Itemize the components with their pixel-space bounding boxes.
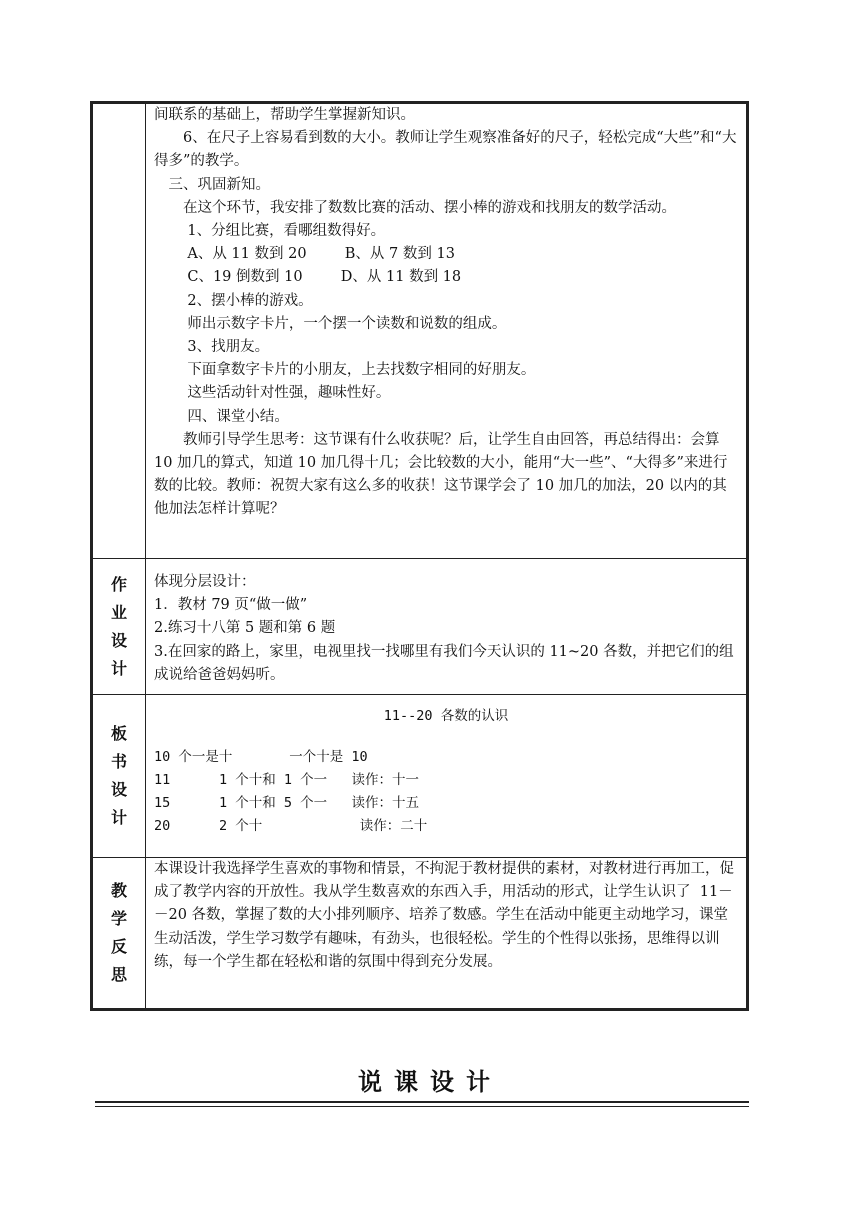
homework-label: 作 业 设 计 xyxy=(93,559,146,694)
process-line: 6、在尺子上容易看到数的大小。教师让学生观察准备好的尺子，轻松完成“大些”和“大得多”的教学。 xyxy=(154,130,737,170)
board-label: 板 书 设 计 xyxy=(93,695,146,857)
process-line: 3、找朋友。 xyxy=(187,339,270,356)
process-line: A、从 11 数到 20 B、从 7 数到 13 xyxy=(187,246,455,263)
board-content xyxy=(146,695,746,857)
process-row-label xyxy=(93,104,146,558)
reflection-row xyxy=(93,858,746,1008)
section-title: 说课设计 xyxy=(358,1068,502,1096)
process-line: 下面拿数字卡片的小朋友，上去找数字相同的好朋友。 xyxy=(187,362,536,379)
homework-row xyxy=(93,559,746,695)
process-line: 这些活动针对性强，趣味性好。 xyxy=(187,385,391,402)
process-heading: 三、巩固新知。 xyxy=(168,176,270,193)
title-rule-thin xyxy=(95,1106,749,1107)
process-line: 在这个环节，我安排了数数比赛的活动、摆小棒的游戏和找朋友的数学活动。 xyxy=(183,199,676,216)
title-rule-thick xyxy=(95,1101,749,1103)
reflection-text: 本课设计我选择学生喜欢的事物和情景，不拘泥于教材提供的素材，对教材进行再加工，促成了教学内容的开放性。我从学生数喜欢的东西入手，用活动的形式，让学生认识了 11－－20 各数，掌握了数的大小排列顺序、培养了数感。学生在活动中能更主动地学习，课堂生动活泼，学生学习数学有趣味，有劲头，也很轻松。学生的个性得以张扬，思维得以训练，每一个学生都在轻松和谐的氛围中得到充分发展。 xyxy=(154,861,734,970)
homework-line: 1．教材 79 页“做一做” xyxy=(154,597,308,614)
board-line: 20 2 个十 读作：二十 xyxy=(154,818,428,834)
lesson-plan-table xyxy=(90,101,749,1011)
process-line: 2、摆小棒的游戏。 xyxy=(187,292,313,309)
board-line: 11 1 个十和 1 个一 读作：十一 xyxy=(154,772,420,788)
process-content xyxy=(146,104,746,558)
process-line: 间联系的基础上，帮助学生掌握新知识。 xyxy=(154,107,415,123)
board-line: 10 个一是十 一个十是 10 xyxy=(154,749,368,765)
homework-line: 体现分层设计： xyxy=(154,574,256,590)
board-row xyxy=(93,695,746,858)
board-title: 11--20 各数的认识 xyxy=(383,708,509,724)
process-line: 1、分组比赛，看哪组数得好。 xyxy=(187,223,386,240)
reflection-content xyxy=(146,858,746,1008)
process-line: 教师引导学生思考：这节课有什么收获呢？后，让学生自由回答，再总结得出：会算 10 加几的算式，知道 10 加几得十几；会比较数的大小，能用“大一些”、“大得多”来进行数的比较。教师：祝贺大家有这么多的收获！这节课学会了 10 加几的加法，20 以内的其他加法怎样计算呢？ xyxy=(154,431,728,518)
process-row xyxy=(93,104,746,559)
homework-line: 3.在回家的路上，家里，电视里找一找哪里有我们今天认识的 11~20 各数，并把它们的组成说给爸爸妈妈听。 xyxy=(154,643,734,683)
homework-line: 2.练习十八第 5 题和第 6 题 xyxy=(154,620,336,637)
process-line: 师出示数字卡片，一个摆一个读数和说数的组成。 xyxy=(187,315,507,332)
process-line: C、19 倒数到 10 D、从 11 数到 18 xyxy=(187,269,462,286)
homework-content xyxy=(146,559,746,694)
board-line: 15 1 个十和 5 个一 读作：十五 xyxy=(154,795,420,811)
process-heading: 四、课堂小结。 xyxy=(187,408,289,425)
reflection-label: 教 学 反 思 xyxy=(93,858,146,1008)
